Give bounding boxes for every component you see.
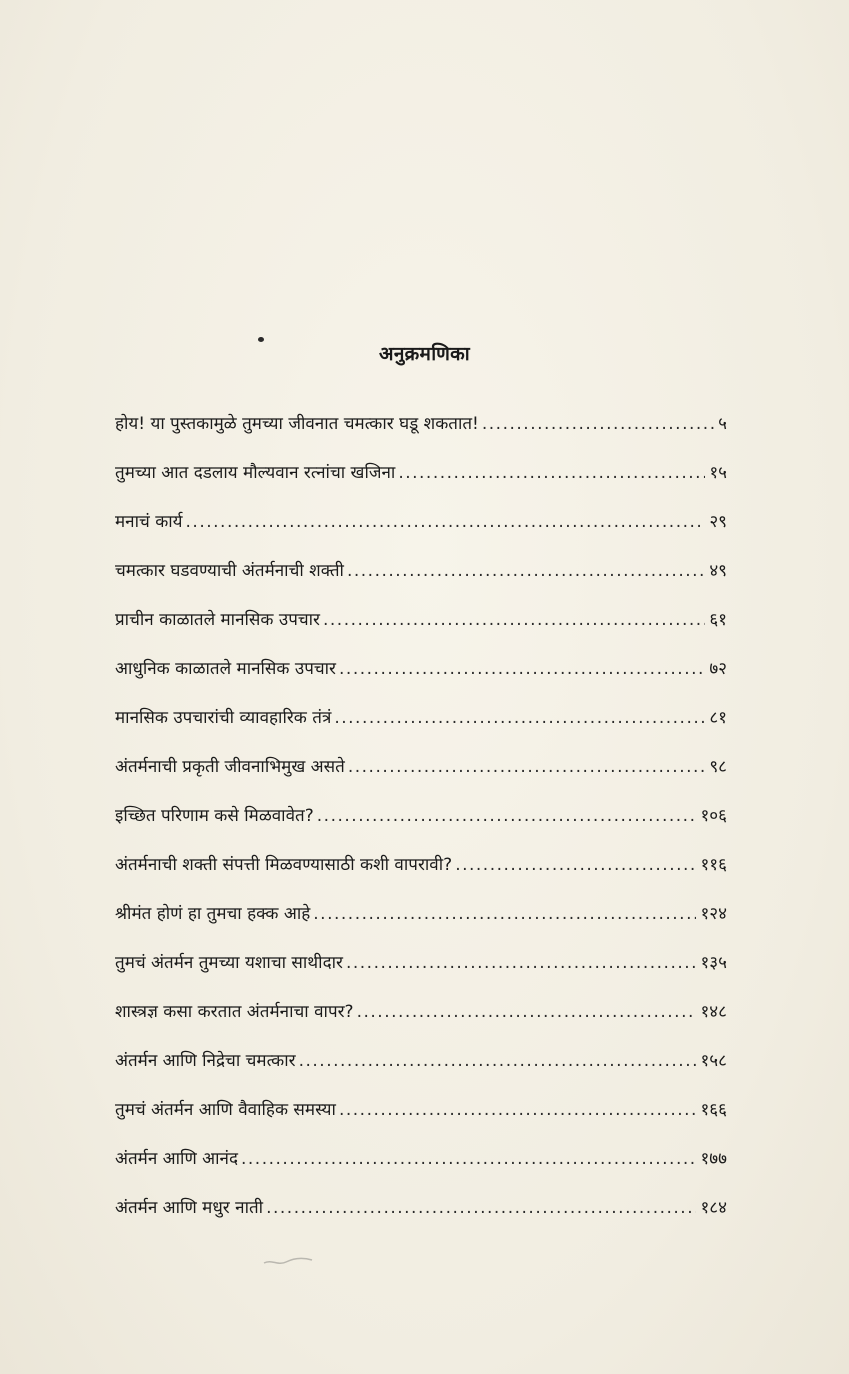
toc-entry [115, 453, 727, 502]
dot-leader [347, 551, 705, 591]
dot-leader [317, 796, 697, 836]
toc-entry-title: होय! या पुस्तकामुळे तुमच्या जीवनात चमत्कार घडू शकतात! [115, 414, 479, 434]
toc-entry [115, 796, 727, 845]
pencil-smudge [262, 1254, 314, 1268]
toc-entry-title: अंतर्मन आणि मधुर नाती [115, 1198, 264, 1218]
table-of-contents [115, 404, 727, 1237]
dot-leader [482, 404, 714, 444]
toc-entry-title: प्राचीन काळातले मानसिक उपचार [115, 610, 320, 630]
toc-entry [115, 1090, 727, 1139]
toc-entry-page-number: ४९ [709, 561, 727, 581]
toc-entry-page-number: ११६ [700, 855, 727, 875]
toc-entry [115, 649, 727, 698]
toc-entry-title: आधुनिक काळातले मानसिक उपचार [115, 659, 337, 679]
toc-entry-title: मनाचं कार्य [115, 512, 183, 532]
toc-entry [115, 1139, 727, 1188]
dot-leader [241, 1139, 696, 1179]
toc-entry-page-number: ७२ [709, 659, 727, 679]
toc-entry [115, 747, 727, 796]
toc-entry [115, 992, 727, 1041]
toc-entry-page-number: १७७ [700, 1149, 727, 1169]
toc-entry-page-number: ८१ [709, 708, 727, 728]
toc-entry-title: तुमचं अंतर्मन आणि वैवाहिक समस्या [115, 1100, 336, 1120]
toc-entry-page-number: १०६ [700, 806, 727, 826]
dot-leader [186, 502, 706, 542]
dot-leader [299, 1041, 697, 1081]
toc-entry [115, 1041, 727, 1090]
toc-entry-page-number: १४८ [700, 1002, 727, 1022]
dot-leader [455, 845, 696, 885]
page-title: अनुक्रमणिका [379, 343, 470, 365]
toc-entry [115, 943, 727, 992]
dot-leader [348, 747, 705, 787]
dot-leader [346, 943, 697, 983]
toc-entry-title: मानसिक उपचारांची व्यावहारिक तंत्रं [115, 708, 332, 728]
toc-entry [115, 894, 727, 943]
dot-leader [357, 992, 697, 1032]
toc-entry-page-number: ९८ [709, 757, 727, 777]
toc-entry-page-number: १२४ [700, 904, 727, 924]
toc-entry-page-number: १३५ [700, 953, 727, 973]
toc-entry-title: इच्छित परिणाम कसे मिळवावेत? [115, 806, 314, 826]
toc-entry [115, 845, 727, 894]
toc-entry-page-number: १५८ [700, 1051, 727, 1071]
toc-entry-title: श्रीमंत होणं हा तुमचा हक्क आहे [115, 904, 311, 924]
toc-entry [115, 698, 727, 747]
toc-entry [115, 1188, 727, 1237]
dot-leader [313, 894, 696, 934]
toc-entry-page-number: ६१ [709, 610, 727, 630]
toc-entry [115, 502, 727, 551]
toc-entry-title: अंतर्मन आणि निद्रेचा चमत्कार [115, 1051, 296, 1071]
dot-leader [339, 1090, 697, 1130]
dot-leader [323, 600, 705, 640]
dot-leader [266, 1188, 696, 1228]
toc-entry-title: अंतर्मनाची प्रकृती जीवनाभिमुख असते [115, 757, 345, 777]
toc-entry-title: चमत्कार घडवण्याची अंतर्मनाची शक्ती [115, 561, 344, 581]
toc-entry-title: शास्त्रज्ञ कसा करतात अंतर्मनाचा वापर? [115, 1002, 354, 1022]
toc-entry [115, 600, 727, 649]
toc-entry-title: अंतर्मन आणि आनंद [115, 1149, 238, 1169]
dot-leader [398, 453, 705, 493]
toc-entry-page-number: १६६ [700, 1100, 727, 1120]
dot-leader [334, 698, 705, 738]
toc-entry [115, 404, 727, 453]
toc-entry-page-number: १८४ [700, 1198, 727, 1218]
toc-entry [115, 551, 727, 600]
toc-entry-title: तुमचं अंतर्मन तुमच्या यशाचा साथीदार [115, 953, 343, 973]
toc-entry-title: अंतर्मनाची शक्ती संपत्ती मिळवण्यासाठी कशी वापरावी? [115, 855, 453, 875]
toc-entry-page-number: २९ [709, 512, 727, 532]
toc-entry-page-number: ५ [718, 414, 727, 434]
toc-entry-page-number: १५ [709, 463, 727, 483]
toc-entry-title: तुमच्या आत दडलाय मौल्यवान रत्नांचा खजिना [115, 463, 396, 483]
dot-leader [339, 649, 705, 689]
